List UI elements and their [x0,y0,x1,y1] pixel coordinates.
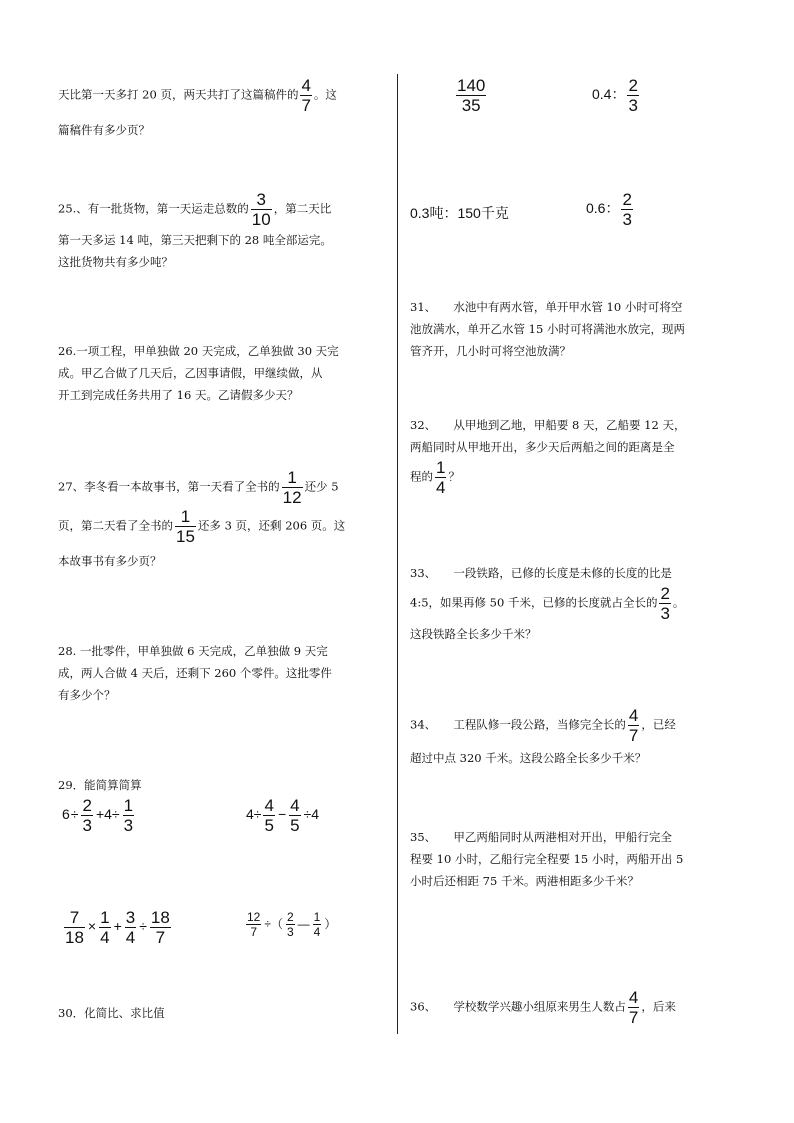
fraction: $\frac{12}{7}$ [247,910,261,939]
fraction: $\frac{1}{15}$ [176,507,195,546]
fraction: $\frac{4}{5}$ [290,796,300,835]
p25-line2: 第一天多运 14 吨，第三天把剩下的 28 吨全部运完。 [58,233,332,247]
expr-29-1: 6÷ $\frac{2}{3}$ +4÷ $\frac{1}{3}$ [62,796,134,835]
p33-line1: 33、 一段铁路，已修的长度是未修的长度的比是 [410,566,672,580]
p26-line3: 开工到完成任务共用了 16 天。乙请假多少天？ [58,388,299,402]
p32-line3: 程的 $\frac{1}{4}$ ？ [410,458,460,497]
fraction: $\frac{4}{5}$ [264,796,274,835]
fraction: $\frac{1}{12}$ [282,468,302,507]
problem-34 [410,706,740,769]
p34-line2: 超过中点 320 千米。这段公路全长多少千米？ [410,751,647,765]
fraction: $\frac{2}{3}$ [82,796,92,835]
fraction: $\frac{140}{35}$ [457,76,486,115]
p24-line1: 天比第一天多打 20 页，两天共打了这篇稿件的 $\frac{4}{7}$ 。这 [58,76,337,115]
p28-line3: 有多少个？ [58,688,116,702]
ratio-0.3t-150kg: 0.3吨：150千克 [410,205,509,221]
problem-36 [410,988,740,1027]
p31-line3: 管齐开，几小时可将空池放满？ [410,344,571,358]
problem-30-title: 30．化简比、求比值 [58,1006,165,1020]
p28-line2: 成，两人合做 4 天后，还剩下 260 个零件。这批零件 [58,666,332,680]
problem-32 [410,414,740,497]
ratio-0.4-2-3: 0.4： $\frac{2}{3}$ [592,76,638,115]
fraction: $\frac{1}{4}$ [436,458,446,497]
fraction: $\frac{7}{18}$ [65,908,84,947]
fraction: $\frac{3}{10}$ [251,190,271,229]
p35-line3: 小时后还相距 75 千米。两港相距多少千米？ [410,874,639,888]
expr-29-4: $\frac{12}{7}$ ÷（ $\frac{2}{3}$ — $\frac{1}{4}$ ） [247,910,337,939]
p27-line1: 27、李冬看一本故事书，第一天看了全书的 $\frac{1}{12}$ 还少 5 [58,468,339,507]
column-divider [397,74,398,1034]
p35-line2: 程要 10 小时，乙船行完全程要 15 小时，两船开出 5 [410,852,684,866]
p27-line2: 页，第二天看了全书的 $\frac{1}{15}$ 还多 3 页，还剩 206 页。这 [58,507,346,546]
p31-line1: 31、 水池中有两水管，单开甲水管 10 小时可将空 [410,300,683,314]
p25-line3: 这批货物共有多少吨？ [58,255,173,269]
problem-25 [58,190,390,273]
p36-line1: 36、 学校数学兴趣小组原来男生人数占 $\frac{4}{7}$ ，后来 [410,988,676,1027]
fraction: $\frac{2}{3}$ [660,584,670,623]
fraction: $\frac{4}{7}$ [628,706,639,745]
problem-33 [410,562,740,645]
p26-line1: 26.一项工程，甲单独做 20 天完成，乙单独做 30 天完 [58,344,339,358]
fraction: $\frac{2}{3}$ [628,76,638,115]
fraction: $\frac{2}{3}$ [622,190,632,229]
ratio-0.6-2-3: 0.6： $\frac{2}{3}$ [586,190,632,229]
fraction: $\frac{3}{4}$ [125,908,136,947]
problem-27 [58,468,390,572]
ratio-140-35 [454,76,488,115]
problem-31 [410,296,740,362]
p31-line2: 池放满水，单开乙水管 15 小时可将满池水放完，现两 [410,322,685,336]
p32-line1: 32、 从甲地到乙地，甲船要 8 天，乙船要 12 天， [410,418,686,432]
p27-line3: 本故事书有多少页？ [58,554,162,568]
fraction: $\frac{4}{7}$ [628,988,639,1027]
p33-line3: 这段铁路全长多少千米？ [410,627,537,641]
fraction: $\frac{18}{7}$ [150,908,170,947]
expr-29-3: $\frac{7}{18}$ × $\frac{1}{4}$ + $\frac{3}{4}$ ÷ $\frac{18}{7}$ [65,908,170,947]
fraction: $\frac{1}{3}$ [123,796,134,835]
p33-line2: 4:5，如果再修 50 千米，已修的长度就占全长的 $\frac{2}{3}$ 。 [410,584,685,623]
p24-line2: 篇稿件有多少页？ [58,123,150,137]
p25-line1: 25.、有一批货物，第一天运走总数的 $\frac{3}{10}$ ，第二天比 [58,190,332,229]
fraction: $\frac{1}{4}$ [100,908,110,947]
expr-29-2: 4÷ $\frac{4}{5}$ − $\frac{4}{5}$ ÷4 [246,796,320,835]
p35-line1: 35、 甲乙两船同时从两港相对开出，甲船行完全 [410,830,672,844]
p26-line2: 成。甲乙合做了几天后，乙因事请假，甲继续做，从 [58,366,323,380]
problem-29-title: 29．能简算简算 [58,778,142,792]
problem-24-continued [58,76,390,141]
problem-26 [58,340,390,406]
fraction: $\frac{2}{3}$ [286,910,294,939]
p32-line2: 两船同时从甲地开出，多少天后两船之间的距离是全 [410,440,675,454]
p28-line1: 28. 一批零件，甲单独做 6 天完成，乙单独做 9 天完 [58,644,328,658]
problem-35 [410,826,740,892]
problem-28 [58,640,390,706]
fraction: $\frac{4}{7}$ [301,76,311,115]
fraction: $\frac{1}{4}$ [313,910,321,939]
p34-line1: 34、 工程队修一段公路，当修完全长的 $\frac{4}{7}$ ，已经 [410,706,676,745]
